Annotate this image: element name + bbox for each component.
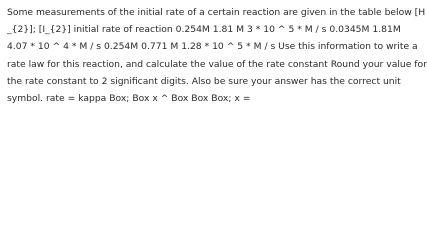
question-line-6: symbol. rate = kappa Box; Box x ^ Box Box Box; x = [7,92,251,104]
question-line-4: rate law for this reaction, and calculate the value of the rate constant Round your value for [7,58,427,70]
question-line-1: Some measurements of the initial rate of a certain reaction are given in the table below [H [7,7,426,18]
question-line-5: the rate constant to 2 significant digits. Also be sure your answer has the correct unit [7,75,401,87]
question-line-2: _{2}]; [I_{2}] initial rate of reaction 0.254M 1.81 M 3 * 10 ^ 5 * M / s 0.0345M 1.81M [7,24,401,36]
question-line-3: 4.07 * 10 ^ 4 * M / s 0.254M 0.771 M 1.28 * 10 ^ 5 * M / s Use this information to write a [7,41,418,53]
